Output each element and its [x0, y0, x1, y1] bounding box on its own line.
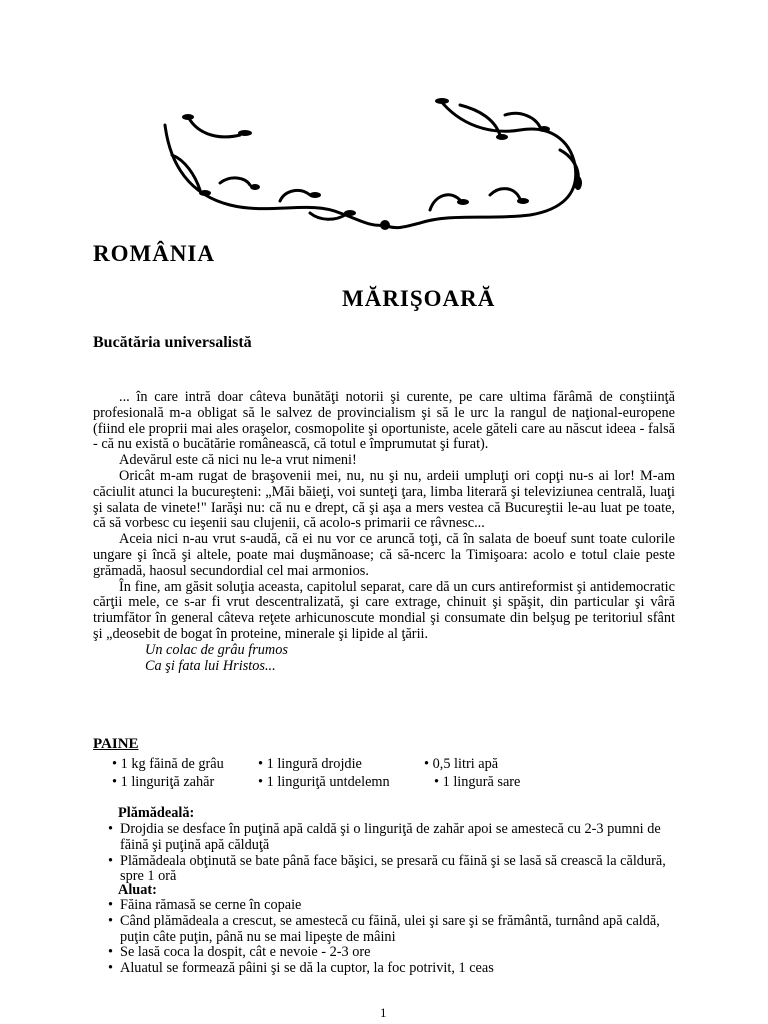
recipe-title: PAINE: [93, 736, 139, 752]
intro-text: [93, 390, 675, 674]
decorative-ornament: [160, 95, 590, 235]
aluat-steps: [108, 898, 676, 977]
ingredient: • 1 lingură sare: [434, 774, 521, 790]
ingredient: • 1 lingură drojdie: [258, 756, 362, 772]
intro-paragraph: ... în care intră doar câteva bunătăţi notorii şi curente, pe care ultima fărâmă de conştiinţă profesională m-a obligat să le salvez de provincialism şi să le urc la rangul de naţional-europene (fiind ele proprii mai ales oraşelor, cosmopolite şi oportuniste, acele găteli care au născut ideea - falsă - că nu există o bucătărie românească, că totul e împrumutat şi furat).: [93, 389, 675, 453]
verse-line: Un colac de grâu frumos: [145, 641, 288, 658]
page-number: 1: [380, 1005, 387, 1020]
list-item: • Plămădeala obţinută se bate până face băşici, se presară cu făină şi se lasă să crească la căldură, spre 1 oră: [108, 852, 666, 885]
list-item: • Făina rămasă se cerne în copaie: [108, 897, 302, 913]
aluat-heading: Aluat:: [118, 882, 157, 898]
verse-line: Ca şi fata lui Hristos...: [145, 657, 276, 674]
intro-paragraph: Adevărul este că nici nu le-a vrut nimeni!: [119, 452, 357, 469]
intro-paragraph: Aceia nici n-au vrut s-audă, că ei nu vor ce aruncă toţi, că în salata de boeuf sunt toate culorile ungare şi încă şi altele, poate mai duşmănoase; că să-ncerc la Timişoara: acolo e totul claie peste grămadă, haosul secundordial cel mai armonios.: [93, 531, 675, 579]
page-subtitle: MĂRIŞOARĂ: [342, 286, 496, 311]
list-item: • Când plămădeala a crescut, se amestecă cu făină, ulei şi sare şi se frământă, turnând apă caldă, puţin câte puţin, până nu se mai lipeşte de mâini: [108, 912, 660, 945]
plamadeala-steps: [108, 822, 676, 885]
page-title: ROMÂNIA: [93, 241, 215, 266]
list-item: • Drojdia se desface în puţină apă caldă şi o linguriţă de zahăr apoi se amestecă cu 2-3 pumni de făină şi puţină apă călduţă: [108, 821, 661, 853]
ingredient: • 1 kg făină de grâu: [112, 756, 224, 772]
section-heading: Bucătăria universalistă: [93, 334, 252, 351]
ingredient: • 1 linguriţă zahăr: [112, 774, 215, 790]
intro-paragraph: În fine, am găsit soluţia aceasta, capitolul separat, care dă un curs antireformist şi antidemocratic cărţii mele, ce s-ar fi vrut descentralizată, şi care extrage, chinuit şi spăşit, din particular şi vâră triumfător în general câteva reţete arhicunoscute mondial şi consumate din belşug pe teritoriul sfânt şi „deosebit de bogat în proteine, minerale şi lipide al ţării.: [93, 578, 675, 642]
list-item: • Se lasă coca la dospit, cât e nevoie - 2-3 ore: [108, 944, 371, 961]
plamadeala-heading: Plămădeală:: [118, 805, 195, 821]
ingredient: • 1 linguriţă untdelemn: [258, 774, 390, 790]
list-item: • Aluatul se formează pâini şi se dă la cuptor, la foc potrivit, 1 ceas: [108, 960, 494, 977]
intro-paragraph: Oricât m-am rugat de braşovenii mei, nu, nu şi nu, ardeii umpluţi ori copţi nu-s ai lor! M-am căciulit atunci la bucureşteni: „Măi băieţi, voi sunteţi ţara, limba literară şi televiziunea centrală, luaţi şi salata de vinete!" Iarăşi nu: că nu e drept, că şi aşa a mers vestea că Bucureştii le-au luat pe toate, că să vorbesc cu ieşenii sau clujenii, că acolo-s primarii ce râvnesc...: [93, 467, 675, 532]
ingredient: • 0,5 litri apă: [424, 756, 499, 772]
